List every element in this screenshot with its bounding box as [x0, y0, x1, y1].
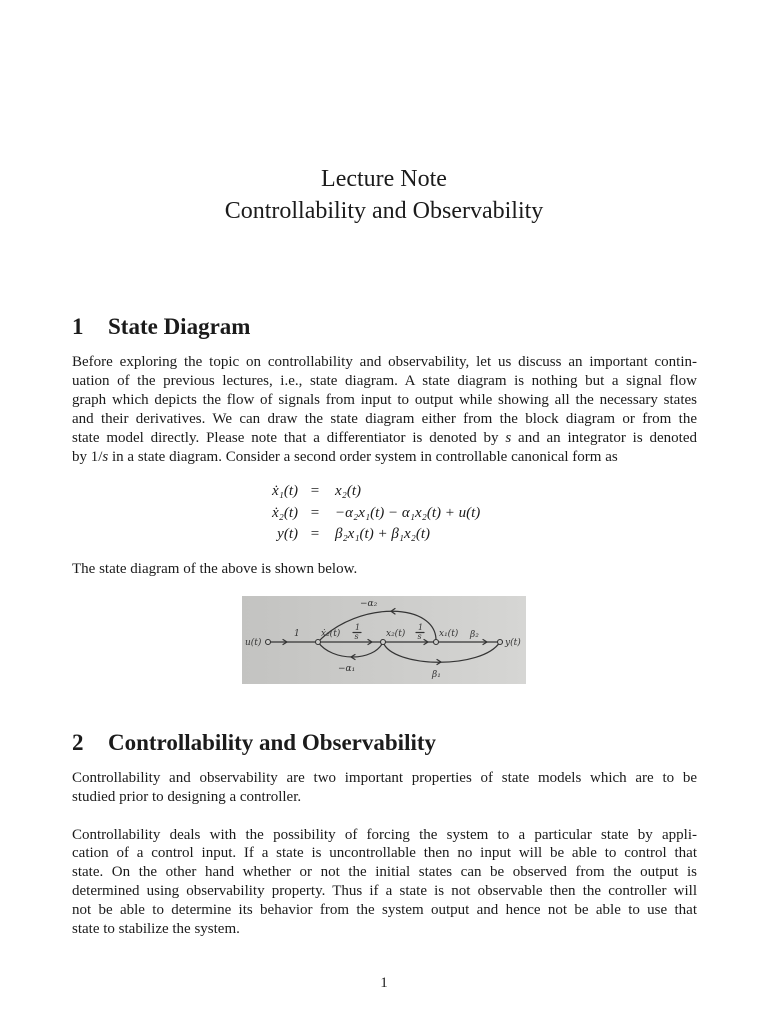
- document-subtitle: Controllability and Observability: [224, 198, 544, 224]
- text-run: Before exploring the topic on controllability and observability, let us discuss an important contin-: [72, 353, 697, 370]
- integrator-numerator: 1: [418, 623, 424, 632]
- equation-operator: =: [310, 483, 320, 499]
- text-run: in a state diagram. Consider a second order system in controllable canonical form as: [108, 448, 618, 465]
- equation-lhs: y(t): [277, 526, 298, 542]
- text-run: uation of the previous lectures, i.e., state diagram. A state diagram is nothing but a signal flow: [72, 372, 697, 389]
- equation-operator: =: [310, 504, 320, 521]
- state-diagram-image: [242, 596, 526, 684]
- equation-lhs: ẋ₂(t): [271, 504, 298, 521]
- node-label: ẋ₂(t): [321, 629, 341, 639]
- paragraph: [72, 353, 697, 467]
- node-label: x₁(t): [439, 629, 459, 639]
- text-line: [72, 788, 697, 807]
- text-line: [72, 826, 697, 845]
- equation-row: [0, 524, 768, 546]
- text-line: [72, 901, 697, 920]
- text-run: Controllability deals with the possibility of forcing the system to a particular state by appli-: [72, 826, 697, 843]
- text-run: state. On the other hand whether or not the initial states can be observed from the output is: [72, 864, 697, 881]
- section-title: State Diagram: [108, 314, 251, 339]
- state-diagram-drawing: [242, 596, 526, 684]
- section-number: 2: [72, 730, 84, 755]
- section-heading: [72, 313, 250, 341]
- text-run: graph which depicts the flow of signals from input to output while showing all the necessary states: [72, 391, 697, 408]
- text-line: [72, 391, 697, 410]
- text-run: and their derivatives. We can draw the state diagram either from the block diagram or from the: [72, 410, 697, 427]
- page-number: 1: [380, 975, 388, 991]
- equation-lhs: ẋ₁(t): [271, 483, 298, 499]
- feedback-inner-path: [318, 642, 383, 657]
- node-label: x₂(t): [386, 629, 406, 639]
- text-line: [72, 353, 697, 372]
- math-symbol: s: [102, 448, 109, 465]
- text-line: [72, 410, 697, 429]
- paragraph: [72, 826, 697, 939]
- equation-operator: =: [310, 526, 320, 542]
- feedforward-label: β₁: [432, 670, 441, 680]
- equation-rhs: β₂x₁(t) + β₁x₂(t): [335, 526, 431, 542]
- document-title: Lecture Note: [321, 166, 447, 192]
- node-circle: [498, 640, 503, 645]
- text-run: determined using observability property. Thus if a state is not observable then the controller will: [72, 883, 697, 900]
- node-circle: [266, 640, 271, 645]
- integrator-denominator: s: [354, 632, 359, 641]
- text-run: cation of a control input. If a state is uncontrollable then no input will be able to control that: [72, 845, 697, 862]
- text-line: [72, 429, 697, 448]
- node-circle: [381, 640, 386, 645]
- diagram-intro-text: The state diagram of the above is shown below.: [72, 560, 358, 577]
- output-gain-label: β₂: [470, 630, 479, 640]
- node-circle: [434, 640, 439, 645]
- text-line: [72, 882, 697, 901]
- feedforward-path: [383, 642, 500, 662]
- equation-row: [0, 503, 768, 525]
- output-label: y(t): [505, 638, 521, 648]
- input-label: u(t): [245, 638, 262, 648]
- section-number: 1: [72, 314, 84, 339]
- text-line: [72, 920, 697, 939]
- paragraph: [72, 769, 697, 807]
- math-symbol: s: [505, 429, 512, 446]
- text-run: and an integrator is denoted: [511, 429, 697, 446]
- text-run: studied prior to designing a controller.: [72, 788, 302, 805]
- integrator-numerator: 1: [355, 623, 361, 632]
- text-run: state to stabilize the system.: [72, 921, 240, 938]
- text-run: by 1/: [72, 448, 103, 465]
- forward-gain-label: 1: [294, 629, 300, 639]
- text-run: Controllability and observability are two important properties of state models which are to be: [72, 769, 697, 786]
- text-run: state model directly. Please note that a differentiator is denoted by: [72, 429, 506, 446]
- integrator-denominator: s: [417, 632, 422, 641]
- text-line: [72, 372, 697, 391]
- text-run: not be able to determine its behavior from the system output and hence not be able to use that: [72, 902, 697, 919]
- text-line: [72, 863, 697, 882]
- equation-row: [0, 481, 768, 503]
- equation-rhs: x₂(t): [335, 483, 362, 499]
- equation-rhs: −α₂x₁(t) − α₁x₂(t) + u(t): [335, 504, 481, 521]
- section-title: Controllability and Observability: [108, 730, 437, 755]
- feedback-outer-label: −α₂: [360, 599, 378, 609]
- equation-array: [0, 481, 768, 546]
- node-circle: [316, 640, 321, 645]
- text-line: [72, 844, 697, 863]
- feedback-inner-label: −α₁: [338, 664, 356, 674]
- section-heading: [72, 729, 436, 757]
- text-line: [72, 448, 697, 467]
- text-line: [72, 769, 697, 788]
